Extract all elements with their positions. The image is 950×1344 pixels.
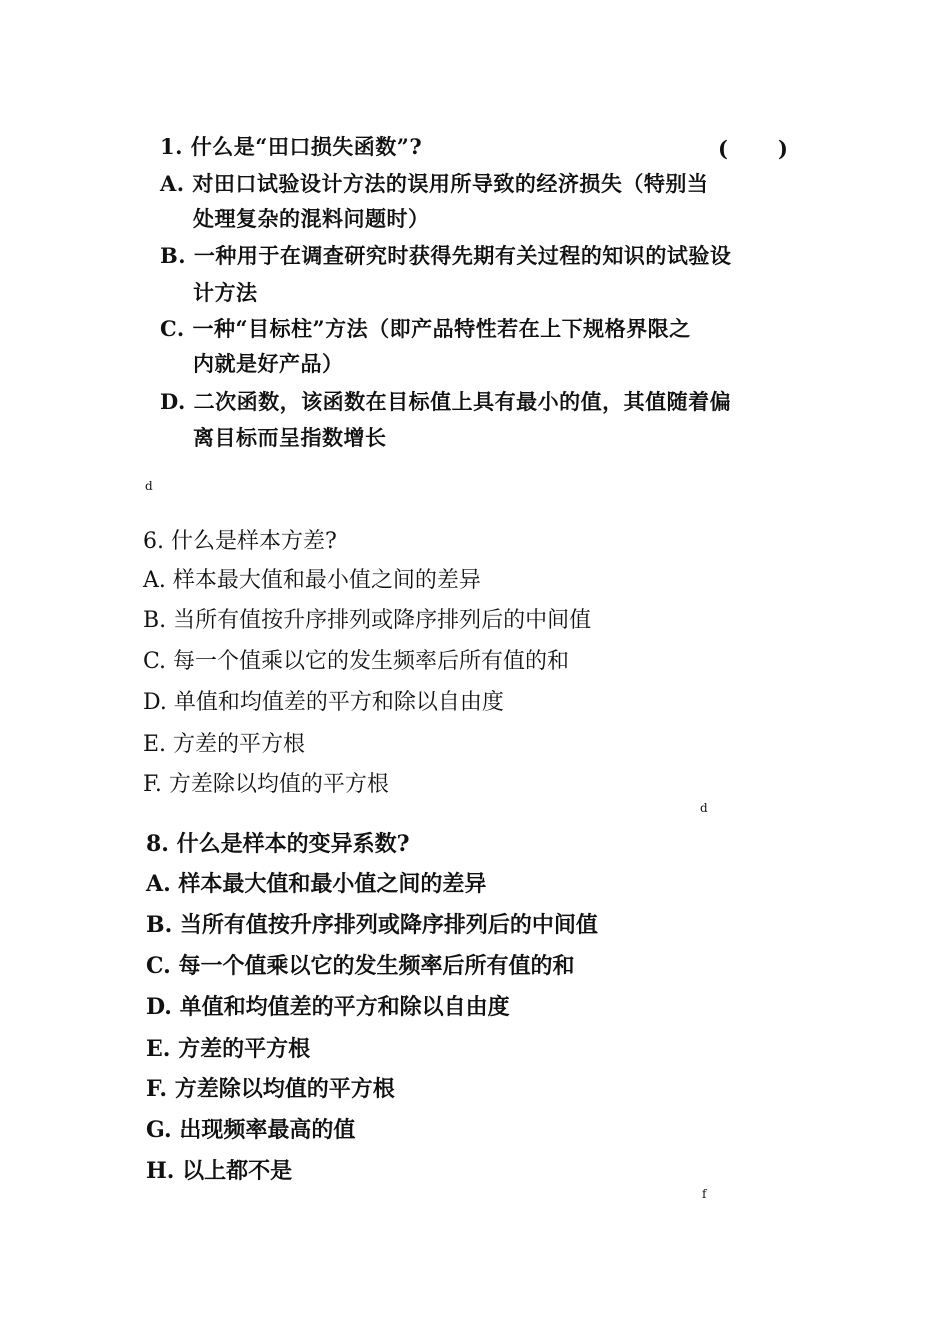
question-6-answer: d (700, 801, 708, 815)
question-6-option-f: F. 方差除以均值的平方根 (143, 772, 389, 797)
question-8-option-c: C. 每一个值乘以它的发生频率后所有值的和 (146, 953, 575, 979)
question-1-option-d-line2: 离目标而呈指数增长 (193, 425, 387, 450)
question-1-option-c-line2: 内就是好产品） (193, 351, 344, 376)
question-1-option-a-line1: A. 对田口试验设计方法的误用所导致的经济损失（特别当 (160, 171, 709, 196)
question-8-option-b: B. 当所有值按升序排列或降序排列后的中间值 (146, 912, 598, 938)
question-6-option-c: C. 每一个值乘以它的发生频率后所有值的和 (143, 649, 570, 674)
question-8-answer: f (702, 1187, 707, 1201)
question-6-option-b: B. 当所有值按升序排列或降序排列后的中间值 (143, 608, 592, 633)
question-8-option-h: H. 以上都不是 (146, 1158, 293, 1184)
question-8-option-e: E. 方差的平方根 (146, 1036, 311, 1062)
question-1-answer: d (145, 479, 153, 493)
question-8-title: 8. 什么是样本的变异系数? (146, 831, 410, 857)
question-1-option-d-line1: D. 二次函数，该函数在目标值上具有最小的值，其值随着偏 (160, 389, 732, 414)
question-1-option-c-line1: C. 一种“目标柱”方法（即产品特性若在上下规格界限之 (160, 316, 691, 341)
question-1-option-a-line2: 处理复杂的混料问题时） (193, 206, 430, 231)
question-8-option-d: D. 单值和均值差的平方和除以自由度 (146, 994, 510, 1020)
question-6-title: 6. 什么是样本方差? (143, 529, 337, 554)
question-8-option-g: G. 出现频率最高的值 (146, 1117, 356, 1143)
question-6-option-d: D. 单值和均值差的平方和除以自由度 (143, 690, 504, 715)
answer-bracket-open: ( (718, 136, 728, 161)
question-1-title: 1. 什么是“田口损失函数”? (160, 134, 423, 159)
answer-bracket-close: ) (778, 136, 788, 161)
question-1-option-b-line2: 计方法 (193, 280, 258, 305)
question-8-option-a: A. 样本最大值和最小值之间的差异 (146, 871, 487, 897)
question-6-option-e: E. 方差的平方根 (143, 732, 306, 757)
question-8-option-f: F. 方差除以均值的平方根 (146, 1076, 395, 1102)
question-6-option-a: A. 样本最大值和最小值之间的差异 (143, 568, 481, 593)
question-1-option-b-line1: B. 一种用于在调查研究时获得先期有关过程的知识的试验设 (160, 243, 732, 268)
